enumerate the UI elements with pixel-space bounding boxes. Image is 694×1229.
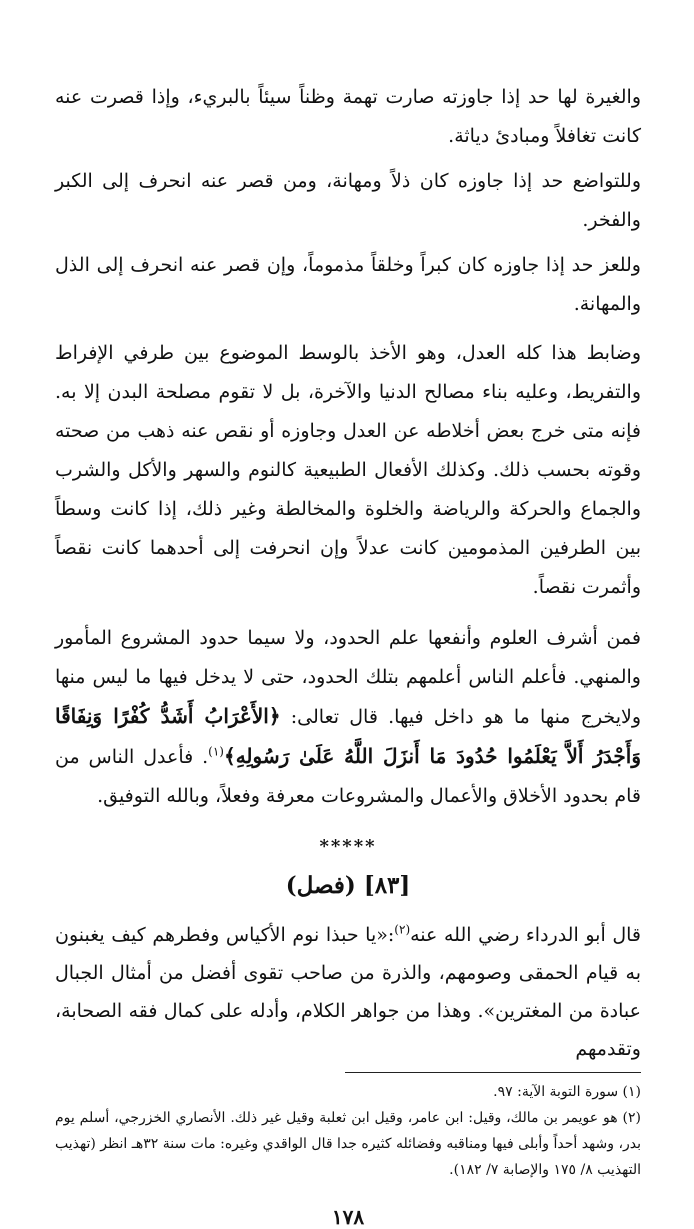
page-number: ١٧٨ [331, 1205, 365, 1229]
paragraph-honor: وللعز حد إذا جاوزه كان كبراً وخلقاً مذموماً، وإن قصر عنه انحرف إلى الذل والمهانة. [55, 254, 641, 315]
paragraph-abu-darda-text-start: قال أبو الدرداء رضي الله عنه [410, 924, 642, 946]
paragraph-limits-text-start: فمن أشرف العلوم وأنفعها علم الحدود، ولا سيما حدود المشروع المأمور والمنهي. فأعلم الناس أعلمهم بتلك الحدود، حتى لا يدخل فيها ما ليس منها ولايخرج منها ما هو داخل فيها. قال تعالى: [55, 627, 641, 728]
paragraph-abu-darda [55, 916, 641, 1068]
paragraph-abu-darda-text-end: :«يا حبذا نوم الأكياس وفطرهم كيف يغبنون به قيام الحمقى وصومهم، والذرة من صاحب تقوى أفضل من أمثال الجبال عبادة من المغترين». وهذا من جواهر الكلام، وأدله على كمال فقه الصحابة، وتقدمهم [55, 924, 641, 1060]
page-body [55, 78, 641, 1229]
paragraph-justice: وضابط هذا كله العدل، وهو الأخذ بالوسط الموضوع بين طرفي الإفراط والتفريط، وعليه بناء مصالح الدنيا والآخرة، بل لا تقوم مصلحة البدن إلا به. فإنه متى خرج بعض أخلاطه عن العدل وجاوزه أو نقص عنه ذهب من صحته وقوته بحسب ذلك. وكذلك الأفعال الطبيعية كالنوم والسهر والأكل والشرب والجماع والحركة والرياضة والخلوة والمخالطة وغير ذلك، إذا كانت وسطاً بين الطرفين المذمومين كانت عدلاً وإن انحرفت إلى أحدهما كانت نقصاً وأثمرت نقصاً. [55, 342, 641, 598]
footnote-divider [345, 1072, 641, 1073]
footnote-2-number: (٢) [622, 1110, 641, 1126]
section-separator: ***** [319, 836, 377, 857]
paragraph-limits-text-end: . فأعدل الناس من قام بحدود الأخلاق والأعمال والمشروعات معرفة وفعلاً، وبالله التوفيق. [55, 746, 641, 807]
section-title: [٨٣] (فصل) [285, 872, 411, 899]
footnote-1 [55, 1079, 641, 1105]
paragraph-humility: وللتواضع حد إذا جاوزه كان ذلاً ومهانة، ومن قصر عنه انحرف إلى الكبر والفخر. [55, 170, 641, 231]
footnote-2 [55, 1105, 641, 1183]
quran-verse: ﴿الأَعْرَابُ أَشَدُّ كُفْرًا وَنِفَاقًا وَأَجْدَرُ أَلاَّ يَعْلَمُوا حُدُودَ مَا أَنزَلَ اللَّهُ عَلَىٰ رَسُولِهِ﴾ [55, 704, 641, 768]
footnote-reference-1[interactable]: (١) [208, 744, 224, 759]
footnote-1-number: (١) [622, 1084, 641, 1100]
paragraph-limits [55, 619, 641, 816]
footnote-2-text: هو عويمر بن مالك، وقيل: ابن عامر، وقيل ابن ثعلبة وقيل غير ذلك. الأنصاري الخزرجي، أسلم يوم بدر، وشهد أحداً وأبلى فيها ومناقبه وفضائله كثيره جدا قال الواقدي وغيره: مات سنة ٣٢هـ انظر (تهذيب التهذيب ٨/ ١٧٥ والإصابة ٧/ ١٨٢). [55, 1110, 642, 1178]
footnote-reference-2[interactable]: (٢) [394, 922, 411, 937]
paragraph-jealousy: والغيرة لها حد إذا جاوزته صارت تهمة وظناً سيئاً بالبريء، وإذا قصرت عنه كانت تغافلاً ومبادئ دياثة. [55, 86, 641, 147]
footnote-1-text: سورة التوبة الآية: ٩٧. [493, 1084, 619, 1100]
